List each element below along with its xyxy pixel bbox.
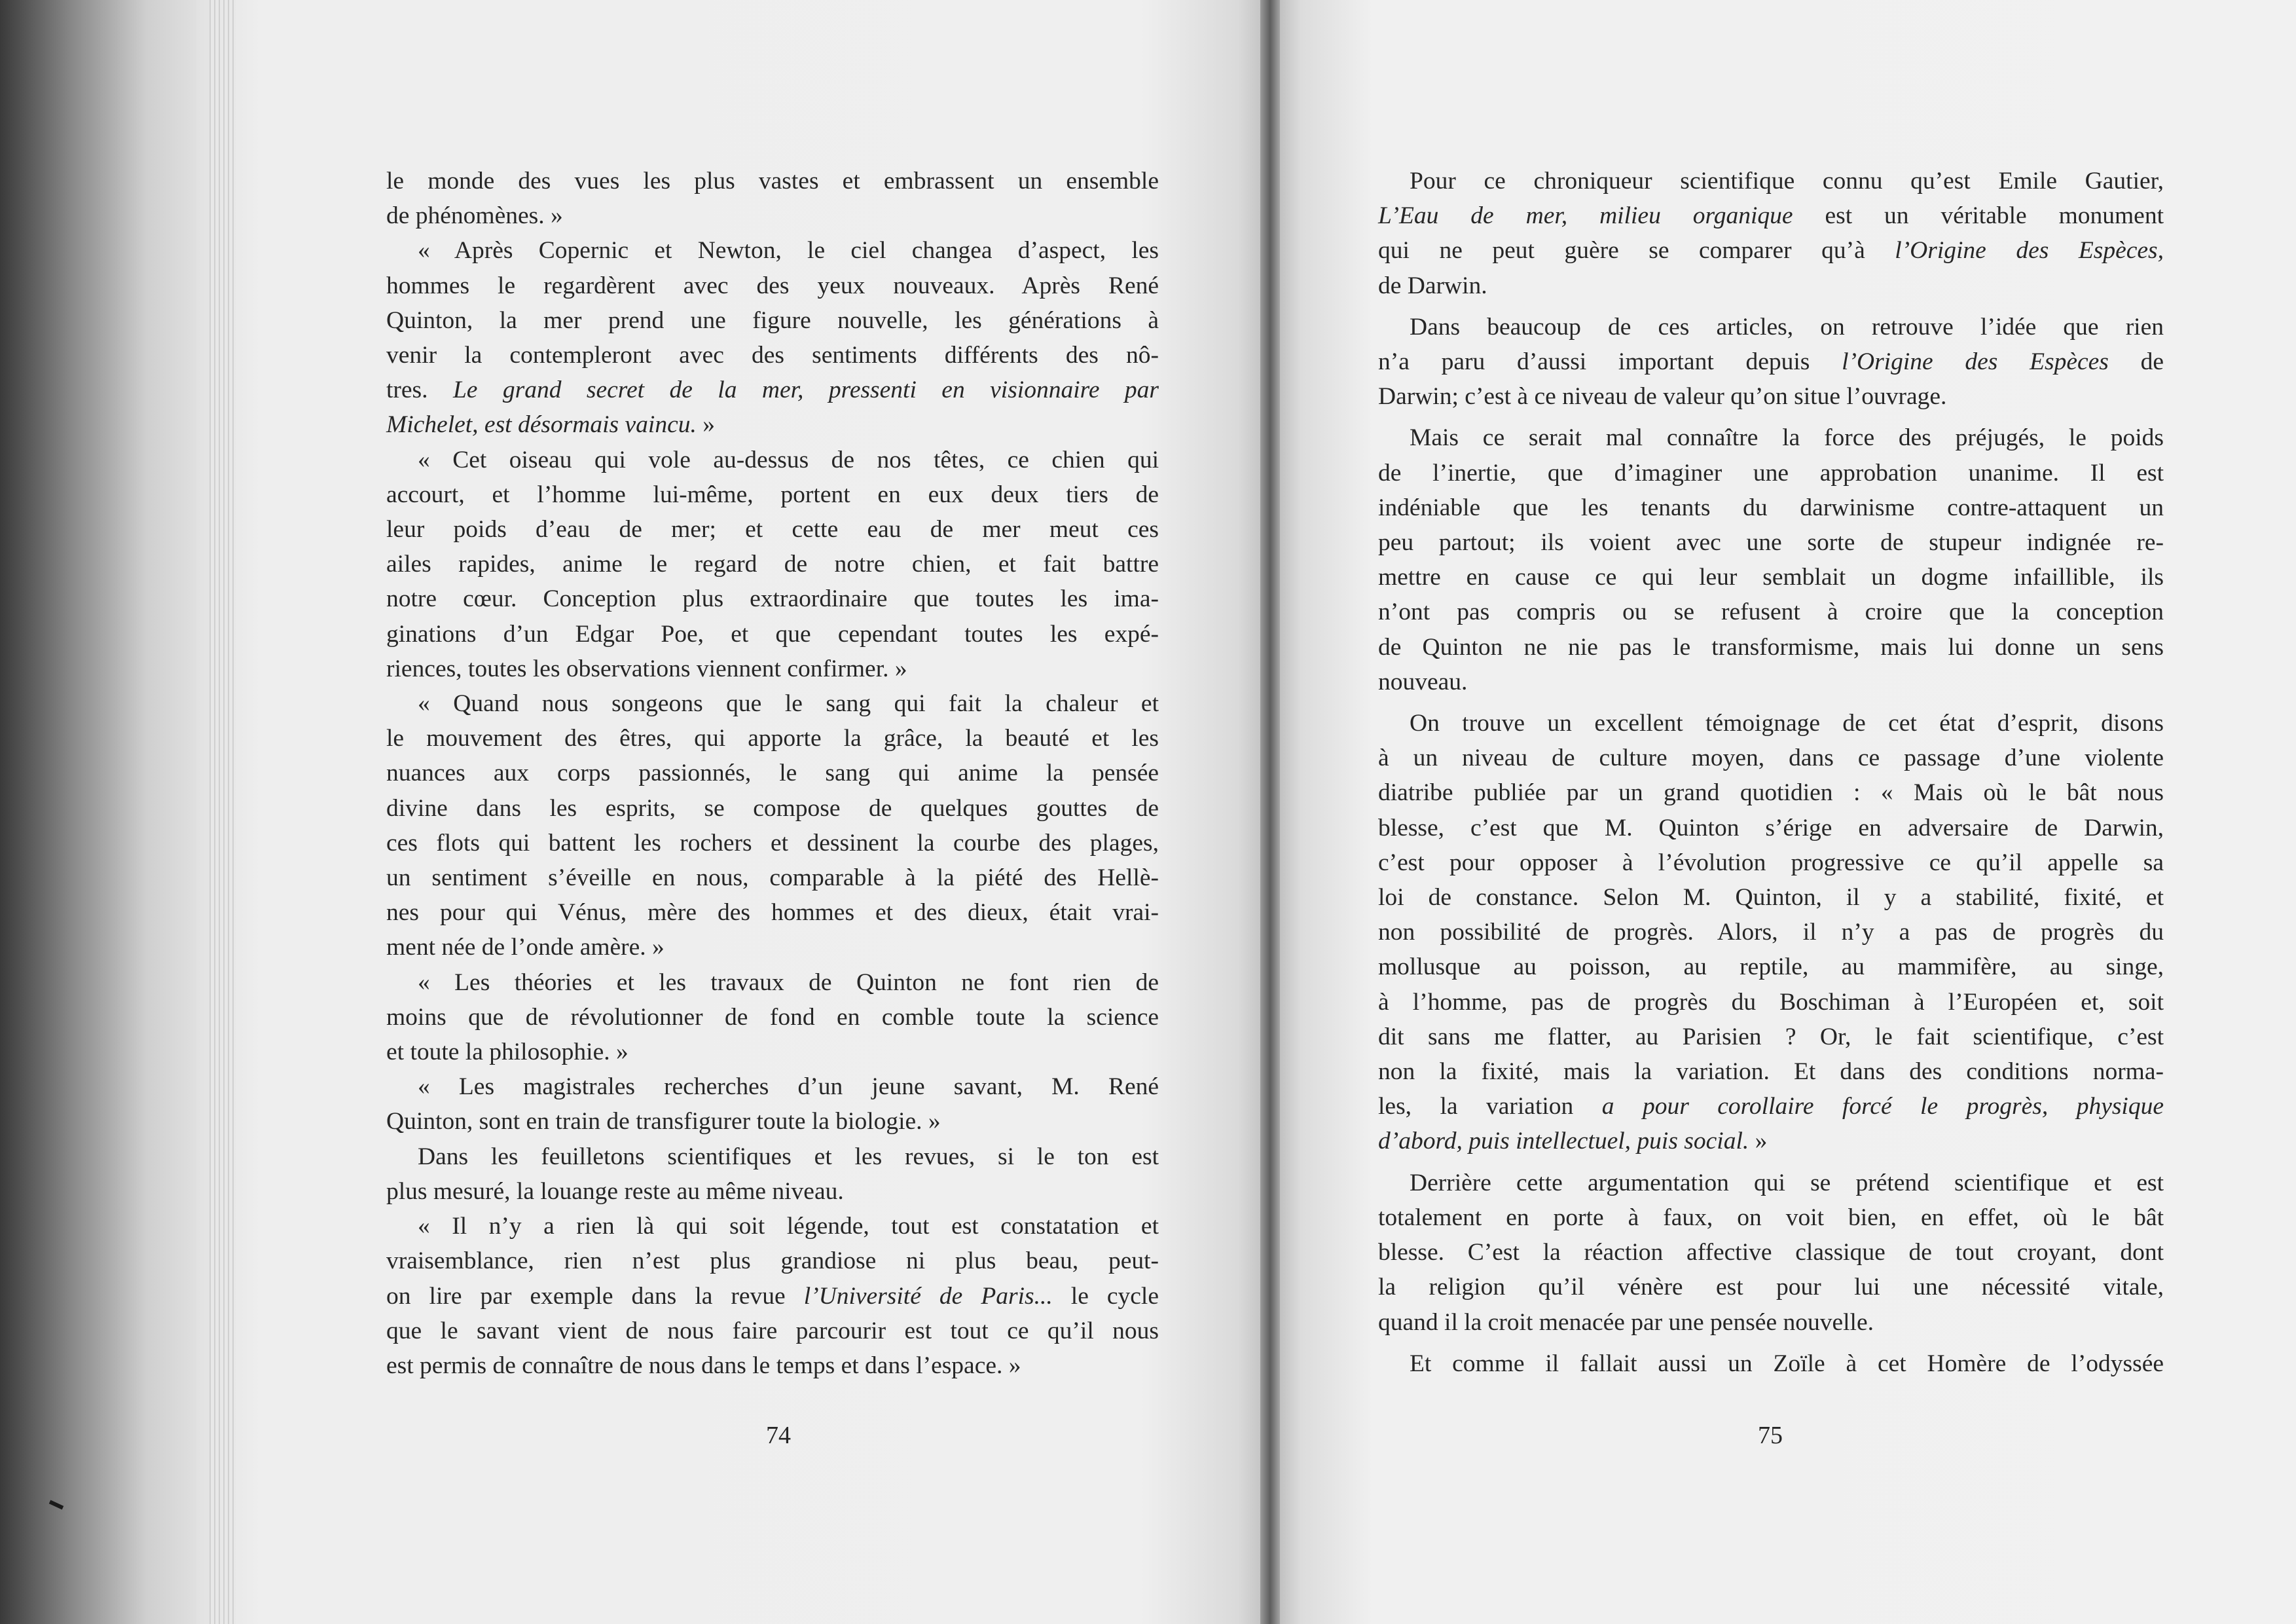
text-line: plus mesuré, la louange reste au même niveau. (386, 1177, 844, 1205)
text-line: « Il n’y a rien là qui soit légende, tout est constatation et (418, 1213, 1159, 1240)
page-number-right: 75 (1758, 1422, 1783, 1449)
text-line: blesse, c’est que M. Quinton s’érige en adversaire de Darwin, (1378, 814, 2164, 841)
text-line: hommes le regardèrent avec des yeux nouveaux. Après René (386, 272, 1159, 299)
text-line: Dans les feuilletons scientifiques et les revues, si le ton est (418, 1143, 1159, 1170)
text-line: ailes rapides, anime le regard de notre chien, et fait battre (386, 551, 1159, 578)
text-line: ginations d’un Edgar Poe, et que cependant toutes les expé- (386, 620, 1159, 648)
text-line: L’Eau de mer, milieu organique est un véritable monument (1378, 202, 2164, 230)
right-page-text (1378, 164, 2164, 1381)
text-line: n’ont pas compris ou se refusent à croire que la conception (1378, 599, 2164, 626)
text-line: blesse. C’est la réaction affective classique de tout croyant, dont (1378, 1239, 2164, 1266)
text-line: de Quinton ne nie pas le transformisme, mais lui donne un sens (1378, 633, 2164, 661)
text-line: nouveau. (1378, 668, 1468, 695)
text-line: riences, toutes les observations viennent confirmer. » (386, 655, 907, 682)
text-line: « Les théories et les travaux de Quinton ne font rien de (418, 969, 1159, 996)
text-line: les, la variation a pour corollaire forcé le progrès, physique (1378, 1093, 2164, 1120)
text-line: totalement en porte à faux, on voit bien, en effet, où le bât (1378, 1204, 2164, 1231)
text-line: un sentiment s’éveille en nous, comparable à la piété des Hellè- (386, 864, 1159, 892)
text-line: mettre en cause ce qui leur semblait un dogme infaillible, ils (1378, 564, 2164, 591)
page-leaves (210, 0, 236, 1624)
text-line: de Darwin. (1378, 272, 1487, 299)
text-line: diatribe publiée par un grand quotidien : « Mais où le bât nous (1378, 779, 2164, 807)
text-line: est permis de connaître de nous dans le temps et dans l’espace. » (386, 1352, 1021, 1379)
text-line: on lire par exemple dans la revue l’Université de Paris... le cycle (386, 1282, 1159, 1310)
page-number-left: 74 (766, 1422, 791, 1449)
text-line: et toute la philosophie. » (386, 1039, 629, 1066)
text-line: de l’inertie, que d’imaginer une approbation unanime. Il est (1378, 459, 2164, 487)
text-line: Dans beaucoup de ces articles, on retrouve l’idée que rien (1410, 313, 2164, 341)
text-line: le monde des vues les plus vastes et embrassent un ensemble (386, 168, 1159, 194)
text-line: qui ne peut guère se comparer qu’à l’Origine des Espèces, (1378, 237, 2164, 265)
text-line: nuances aux corps passionnés, le sang qui anime la pensée (386, 760, 1159, 787)
text-line: peu partout; ils voient avec une sorte de stupeur indignée re- (1378, 529, 2164, 557)
text-line: non possibilité de progrès. Alors, il n’y a pas de progrès du (1378, 919, 2164, 946)
text-line: moins que de révolutionner de fond en comble toute la science (386, 1003, 1159, 1031)
text-line: Quinton, sont en train de transfigurer toute la biologie. » (386, 1108, 941, 1135)
text-line: que le savant vient de nous faire parcourir est tout ce qu’il nous (386, 1317, 1159, 1344)
text-line: « Les magistrales recherches d’un jeune savant, M. René (418, 1073, 1159, 1101)
text-line: leur poids d’eau de mer; et cette eau de mer meut ces (386, 516, 1159, 544)
text-line: indéniable que les tenants du darwinisme contre-attaquent un (1378, 494, 2164, 521)
text-line: de phénomènes. » (386, 202, 563, 230)
text-line: ces flots qui battent les rochers et dessinent la courbe des plages, (386, 829, 1159, 857)
text-line: vraisemblance, rien n’est plus grandiose ni plus beau, peut- (386, 1247, 1159, 1275)
text-line: Et comme il fallait aussi un Zoïle à cet Homère de l’odyssée (1410, 1350, 2164, 1377)
text-line: venir la contempleront avec des sentiments différents des nô- (386, 342, 1159, 369)
text-line: accourt, et l’homme lui-même, portent en eux deux tiers de (386, 481, 1159, 508)
text-line: Darwin; c’est à ce niveau de valeur qu’on situe l’ouvrage. (1378, 383, 1947, 411)
text-line: nes pour qui Vénus, mère des hommes et des dieux, était vrai- (386, 899, 1159, 927)
text-line: « Cet oiseau qui vole au-dessus de nos têtes, ce chien qui (418, 446, 1159, 473)
text-line: loi de constance. Selon M. Quinton, il y a stabilité, fixité, et (1378, 884, 2164, 912)
text-line: à l’homme, pas de progrès du Boschiman à l’Européen et, soit (1378, 988, 2164, 1016)
text-line: ment née de l’onde amère. » (386, 934, 665, 961)
text-line: c’est pour opposer à l’évolution progressive ce qu’il appelle sa (1378, 849, 2164, 876)
text-line: Pour ce chroniqueur scientifique connu qu’est Emile Gautier, (1410, 168, 2164, 194)
text-line: Mais ce serait mal connaître la force des préjugés, le poids (1410, 424, 2164, 452)
text-line: mollusque au poisson, au reptile, au mammifère, au singe, (1378, 953, 2164, 981)
text-line: tres. Le grand secret de la mer, pressenti en visionnaire par (386, 377, 1159, 404)
left-page-text (386, 164, 1159, 1383)
book-gutter (1260, 0, 1280, 1624)
text-line: On trouve un excellent témoignage de cet état d’esprit, disons (1410, 710, 2164, 737)
text-line: divine dans les esprits, se compose de quelques gouttes de (386, 794, 1159, 822)
text-line: non la fixité, mais la variation. Et dans des conditions norma- (1378, 1058, 2164, 1086)
book-edge-shadow (0, 0, 210, 1624)
text-line: Derrière cette argumentation qui se prétend scientifique et est (1410, 1169, 2164, 1196)
text-line: la religion qu’il vénère est pour lui une nécessité vitale, (1378, 1274, 2164, 1301)
text-line: à un niveau de culture moyen, dans ce passage d’une violente (1378, 745, 2164, 772)
text-line: d’abord, puis intellectuel, puis social. » (1378, 1128, 1768, 1155)
text-line: notre cœur. Conception plus extraordinaire que toutes les ima- (386, 585, 1159, 613)
text-line: « Quand nous songeons que le sang qui fait la chaleur et (418, 690, 1159, 718)
text-line: dit sans me flatter, au Parisien ? Or, le fait scientifique, c’est (1378, 1023, 2164, 1050)
text-line: quand il la croit menacée par une pensée nouvelle. (1378, 1308, 1874, 1336)
text-line: Michelet, est désormais vaincu. » (386, 411, 715, 439)
text-line: le mouvement des êtres, qui apporte la grâce, la beauté et les (386, 725, 1159, 752)
text-line: n’a paru d’aussi important depuis l’Origine des Espèces de (1378, 348, 2164, 376)
text-line: Quinton, la mer prend une figure nouvelle, les générations à (386, 306, 1159, 334)
text-line: « Après Copernic et Newton, le ciel changea d’aspect, les (418, 237, 1159, 265)
